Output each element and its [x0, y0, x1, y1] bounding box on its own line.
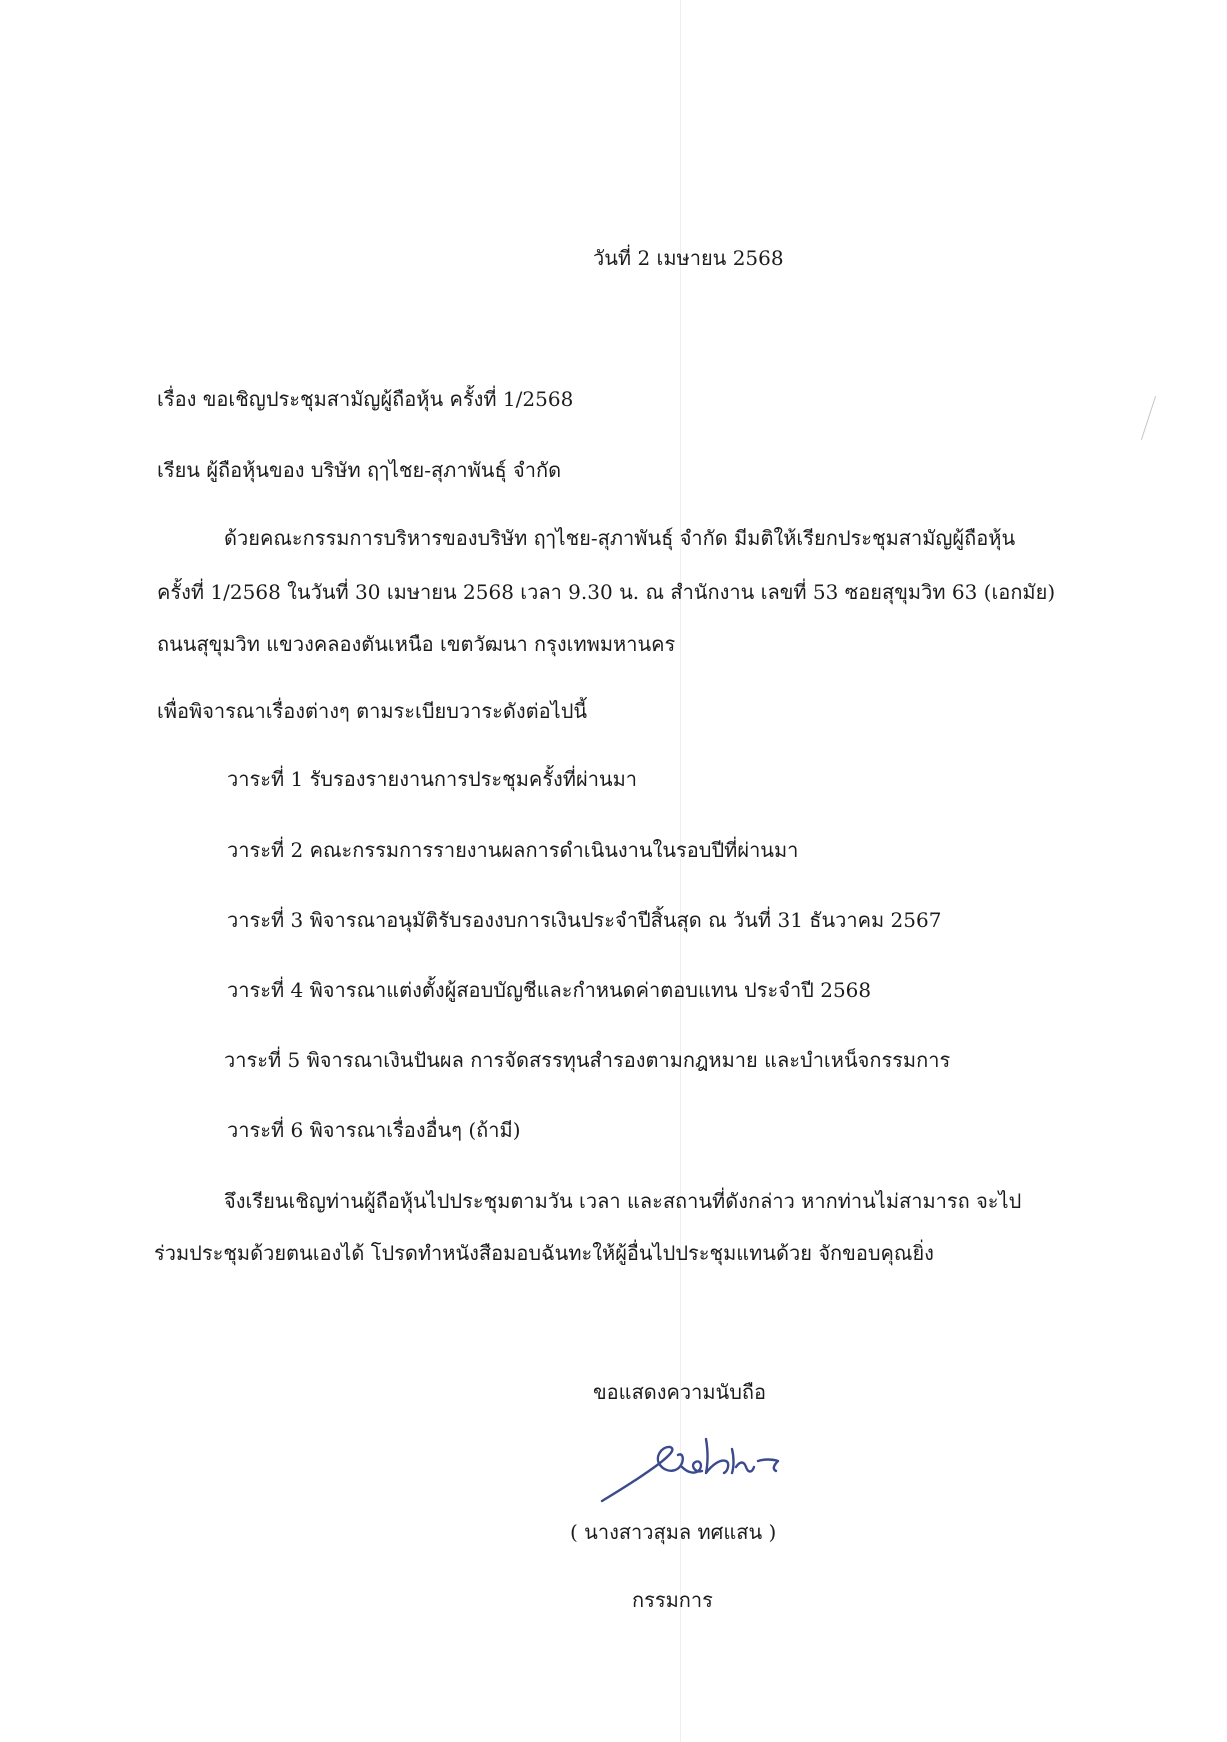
regards-line: ขอแสดงความนับถือ — [593, 1380, 767, 1404]
agenda-item-2: วาระที่ 2 คณะกรรมการรายงานผลการดำเนินงานในรอบปีที่ผ่านมา — [227, 838, 799, 862]
signer-position: กรรมการ — [632, 1588, 713, 1612]
signer-name: ( นางสาวสุมล ทศแสน ) — [570, 1520, 777, 1544]
body-line-2: ครั้งที่ 1/2568 ในวันที่ 30 เมษายน 2568 เวลา 9.30 น. ณ สำนักงาน เลขที่ 53 ซอยสุขุมวิท 63 (เอกมัย) — [157, 580, 1056, 604]
body-line-1: ด้วยคณะกรรมการบริหารของบริษัท ฤๅไชย-สุภาพันธุ์ จำกัด มีมติให้เรียกประชุมสามัญผู้ถือหุ้น — [224, 526, 1016, 550]
agenda-item-3: วาระที่ 3 พิจารณาอนุมัติรับรองงบการเงินประจำปีสิ้นสุด ณ วันที่ 31 ธันวาคม 2567 — [227, 908, 942, 932]
letter-date: วันที่ 2 เมษายน 2568 — [593, 246, 784, 270]
purpose-line: เพื่อพิจารณาเรื่องต่างๆ ตามระเบียบวาระดังต่อไปนี้ — [157, 699, 588, 723]
scan-speck — [1141, 396, 1156, 440]
agenda-item-4: วาระที่ 4 พิจารณาแต่งตั้งผู้สอบบัญชีและกำหนดค่าตอบแทน ประจำปี 2568 — [227, 978, 872, 1002]
handwritten-signature — [596, 1427, 806, 1517]
closing-line-2: ร่วมประชุมด้วยตนเองได้ โปรดทำหนังสือมอบฉันทะให้ผู้อื่นไปประชุมแทนด้วย จักขอบคุณยิ่ง — [154, 1241, 934, 1265]
letter-subject: เรื่อง ขอเชิญประชุมสามัญผู้ถือหุ้น ครั้งที่ 1/2568 — [157, 387, 574, 411]
body-line-3: ถนนสุขุมวิท แขวงคลองตันเหนือ เขตวัฒนา กรุงเทพมหานคร — [157, 632, 676, 656]
agenda-item-5: วาระที่ 5 พิจารณาเงินปันผล การจัดสรรทุนสำรองตามกฎหมาย และบำเหน็จกรรมการ — [224, 1048, 951, 1072]
letter-salutation: เรียน ผู้ถือหุ้นของ บริษัท ฤๅไชย-สุภาพันธุ์ จำกัด — [157, 458, 562, 482]
agenda-item-1: วาระที่ 1 รับรองรายงานการประชุมครั้งที่ผ่านมา — [227, 767, 638, 791]
closing-line-1: จึงเรียนเชิญท่านผู้ถือหุ้นไปประชุมตามวัน เวลา และสถานที่ดังกล่าว หากท่านไม่สามารถ จะไป — [224, 1189, 1022, 1213]
agenda-item-6: วาระที่ 6 พิจารณาเรื่องอื่นๆ (ถ้ามี) — [227, 1118, 521, 1142]
